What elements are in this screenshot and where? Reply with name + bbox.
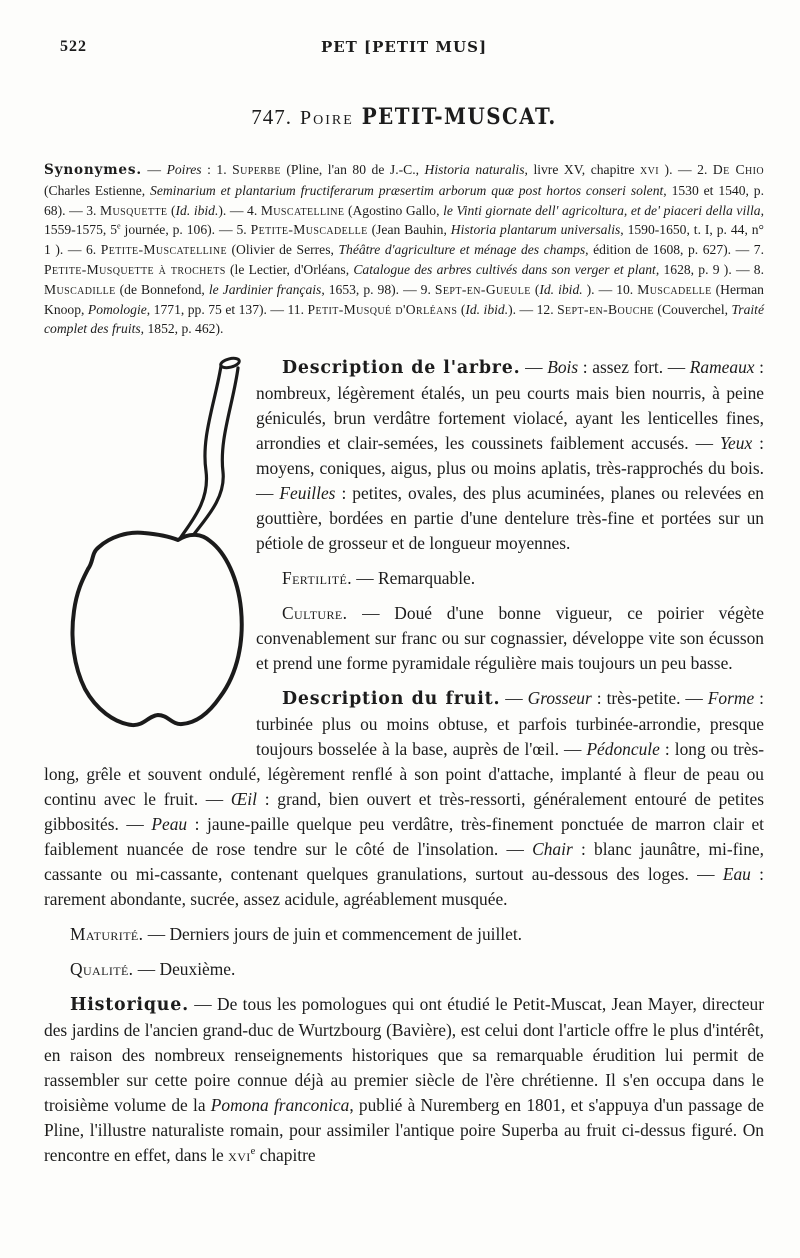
paragraph-culture: Culture. — Doué d'une bonne vigueur, ce poirier végète convenablement sur franc ou sur cognassier, développe vite son écusson et prend une forme pyramidale régulière mais toujours un peu basse.	[256, 603, 764, 674]
article-title	[44, 104, 764, 130]
running-header: PET [PETIT MUS]	[320, 38, 488, 56]
title-name: PETIT-MUSCAT.	[361, 104, 557, 130]
paragraph-maturite: Maturité. — Derniers jours de juin et commencement de juillet.	[70, 924, 523, 945]
page-header	[44, 38, 764, 62]
paragraph-description-fruit: Description du fruit. — Grosseur : très-petite. — Forme : turbinée plus ou moins obtuse, et parfois turbinée-arrondie, presque toujours bosselée à la base, auprès de l'œil. — Pédoncule : long ou très-long, grêle et souvent ondulé, légèrement renflé à son point d'attache, implanté à fleur de peau ou continu avec le fruit. — Œil : grand, bien ouvert et très-ressorti, généralement entouré de petites gibbosités. — Peau : jaune-paille quelque peu verdâtre, très-finement ponctuée de marron clair et faiblement nuancée de rose tendre sur le côté de l'insolation. — Chair : blanc jaunâtre, mi-fine, cassante ou mi-cassante, contenant quelques granulations, surtout au-dessous des loges. — Eau : rarement abondante, sucrée, assez acidule, agréablement musquée.	[44, 688, 765, 910]
synonyms-paragraph: Synonymes. — Poires : 1. Superbe (Pline, l'an 80 de J.-C., Historia naturalis, livre XV, chapitre xvi ). — 2. De Chio (Charles Estienne, Seminarium et plantarium fructiferarum præsertim arborum quæ post hortos conseri solent, 1530 et 1540, p. 68). — 3. Musquette (Id. ibid.). — 4. Muscatelline (Agostino Gallo, le Vinti giornate dell' agricoltura, et de' piaceri della villa, 1559-1575, 5e journée, p. 106). — 5. Petite-Muscadelle (Jean Bauhin, Historia plantarum universalis, 1590-1650, t. I, p. 44, n° 1 ). — 6. Petite-Muscatelline (Olivier de Serres, Théâtre d'agriculture et ménage des champs, édition de 1608, p. 627). — 7. Petite-Musquette à trochets (le Lectier, d'Orléans, Catalogue des arbres cultivés dans son verger et plant, 1628, p. 9 ). — 8. Muscadille (de Bonnefond, le Jardinier français, 1653, p. 98). — 9. Sept-en-Gueule (Id. ibid. ). — 10. Muscadelle (Herman Knoop, Pomologie, 1771, pp. 75 et 137). — 11. Petit-Musqué d'Orléans (Id. ibid.). — 12. Sept-en-Bouche (Couverchel, Traité complet des fruits, 1852, p. 462).	[44, 162, 764, 337]
paragraph-qualite: Qualité. — Deuxième.	[70, 959, 236, 980]
pear-illustration-icon	[44, 351, 252, 743]
title-kind: Poire	[300, 107, 354, 129]
paragraph-historique: Historique. — De tous les pomologues qui ont étudié le Petit-Muscat, Jean Mayer, directeur des jardins de l'ancien grand-duc de Wurtzbourg (Bavière), est celui dont l'article offre le plus d'intérêt, en raison des nombreux renseignements historiques que sa remarquable érudition lui permit de rassembler sur cette poire connue déjà au premier siècle de l'ère chrétienne. Il s'en occupa dans le troisième volume de la Pomona franconica, publié à Nuremberg en 1801, et s'appuya d'un passage de Pline, l'illustre naturaliste romain, pour assimiler l'antique poire Superba au fruit ci-dessus figuré. On rencontre en effet, dans le xvi$^e$ chapitre	[44, 994, 765, 1166]
title-number: 747.	[251, 105, 292, 129]
paragraph-fertilite: Fertilité. — Remarquable.	[282, 568, 476, 589]
page-number: 522	[60, 38, 87, 55]
paragraph-description-arbre: Description de l'arbre. — Bois : assez fort. — Rameaux : nombreux, légèrement étalés, un peu courts mais bien nourris, à peine géniculés, brun verdâtre fortement violacé, ayant les lenticelles fines, arrondies et clair-semées, les coussinets faiblement accusés. — Yeux : moyens, coniques, aigus, plus ou moins aplatis, très-rapprochés du bois. — Feuilles : petites, ovales, des plus acuminées, planes ou relevées en gouttière, bordées en partie d'une dentelure très-fine et portées sur un pétiole de grosseur et de longueur moyennes.	[256, 357, 764, 554]
pear-figure	[44, 351, 252, 743]
